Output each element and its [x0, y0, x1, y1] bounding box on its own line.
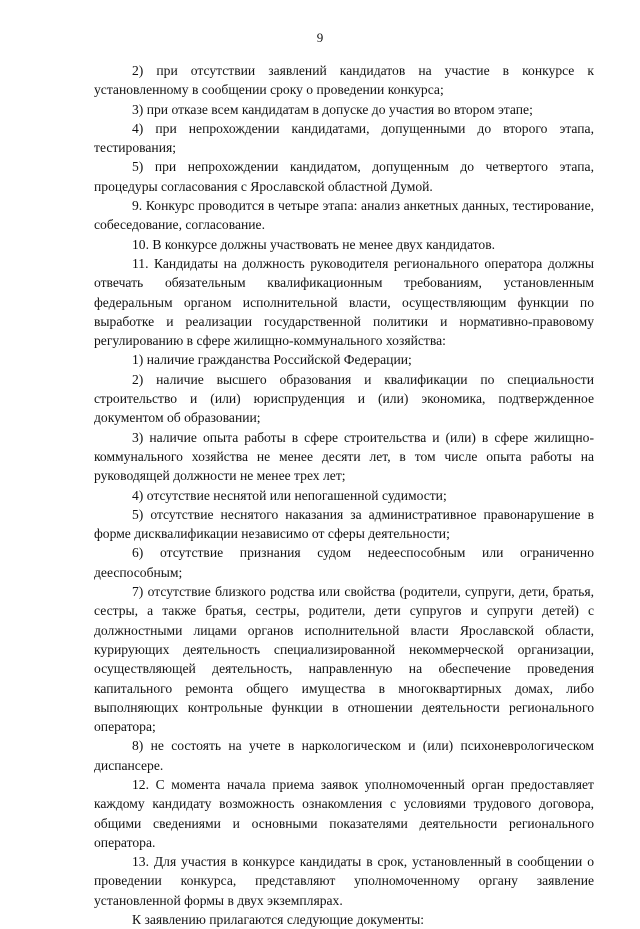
paragraph-req-6-legal-capacity: 6) отсутствие признания судом недееспособным или ограниченно дееспособным;	[94, 545, 594, 580]
paragraph-item-5-approval-failure: 5) при непрохождении кандидатом, допущенным до четвертого этапа, процедуры согласования с Ярославской областной Думой.	[94, 159, 594, 194]
paragraph-req-3-experience: 3) наличие опыта работы в сфере строительства и (или) в сфере жилищно-коммунального хозяйства не менее десяти лет, в том числе опыта работы на руководящей должности не менее трех лет;	[94, 429, 594, 484]
document-body	[94, 61, 594, 929]
page-number: 9	[316, 30, 324, 45]
paragraph-item-4-testing-failure: 4) при непрохождении кандидатами, допущенными до второго этапа, тестирования;	[94, 120, 594, 156]
paragraph-req-5-no-disqualification: 5) отсутствие неснятого наказания за административное правонарушение в форме дисквалификации независимо от сферы деятельности;	[94, 506, 594, 542]
paragraph-req-8-dispensary: 8) не состоять на учете в наркологическом и (или) психоневрологическом диспансере.	[94, 738, 594, 773]
paragraph-req-7-no-kinship: 7) отсутствие близкого родства или свойства (родители, супруги, дети, братья, сестры, а также братья, сестры, родители, дети супругов и супруги детей) с должностными лицами органов исполнительной власти Ярославской области, курирующих деятельность специализированной некоммерческой организации, осуществляющей деятельность, направленную на обеспечение проведения капитального ремонта общего имущества в многоквартирных домах, либо выполняющих контрольные функции в отношении деятельности регионального оператора;	[94, 584, 594, 735]
paragraph-clause-10-candidates: 10. В конкурсе должны участвовать не менее двух кандидатов.	[132, 236, 496, 252]
paragraph-req-1-citizenship: 1) наличие гражданства Российской Федерации;	[132, 352, 412, 368]
paragraph-clause-13-application: 13. Для участия в конкурсе кандидаты в срок, установленный в сообщении о проведении конкурса, представляют уполномоченному органу заявление установленной формы в двух экземплярах.	[94, 854, 594, 908]
paragraph-item-3-refusal-admission: 3) при отказе всем кандидатам в допуске до участия во втором этапе;	[132, 101, 533, 117]
paragraph-clause-12-familiarization: 12. С момента начала приема заявок уполномоченный орган предоставляет каждому кандидату возможность ознакомления с условиями трудового договора, общими сведениями и основными показателями деятельности регионального оператора.	[94, 776, 594, 850]
paragraph-req-4-no-conviction: 4) отсутствие неснятой или непогашенной судимости;	[132, 487, 447, 503]
paragraph-clause-9-stages: 9. Конкурс проводится в четыре этапа: анализ анкетных данных, тестирование, собеседование, согласование.	[94, 198, 594, 233]
paragraph-clause-11-requirements: 11. Кандидаты на должность руководителя регионального оператора должны отвечать обязательным квалификационным требованиям, установленным федеральным органом исполнительной власти, осуществляющим функции по выработке и реализации государственной политики и нормативно-правовому регулированию в сфере жилищно-коммунального хозяйства:	[94, 255, 594, 349]
paragraph-attached-documents: К заявлению прилагаются следующие документы:	[132, 912, 425, 928]
paragraph-item-2-no-applications: 2) при отсутствии заявлений кандидатов на участие в конкурсе к установленному в сообщении сроку о проведении конкурса;	[94, 63, 594, 98]
paragraph-req-2-education: 2) наличие высшего образования и квалификации по специальности строительство и (или) юриспруденция и (или) экономика, подтвержденное документом об образовании;	[94, 371, 594, 426]
